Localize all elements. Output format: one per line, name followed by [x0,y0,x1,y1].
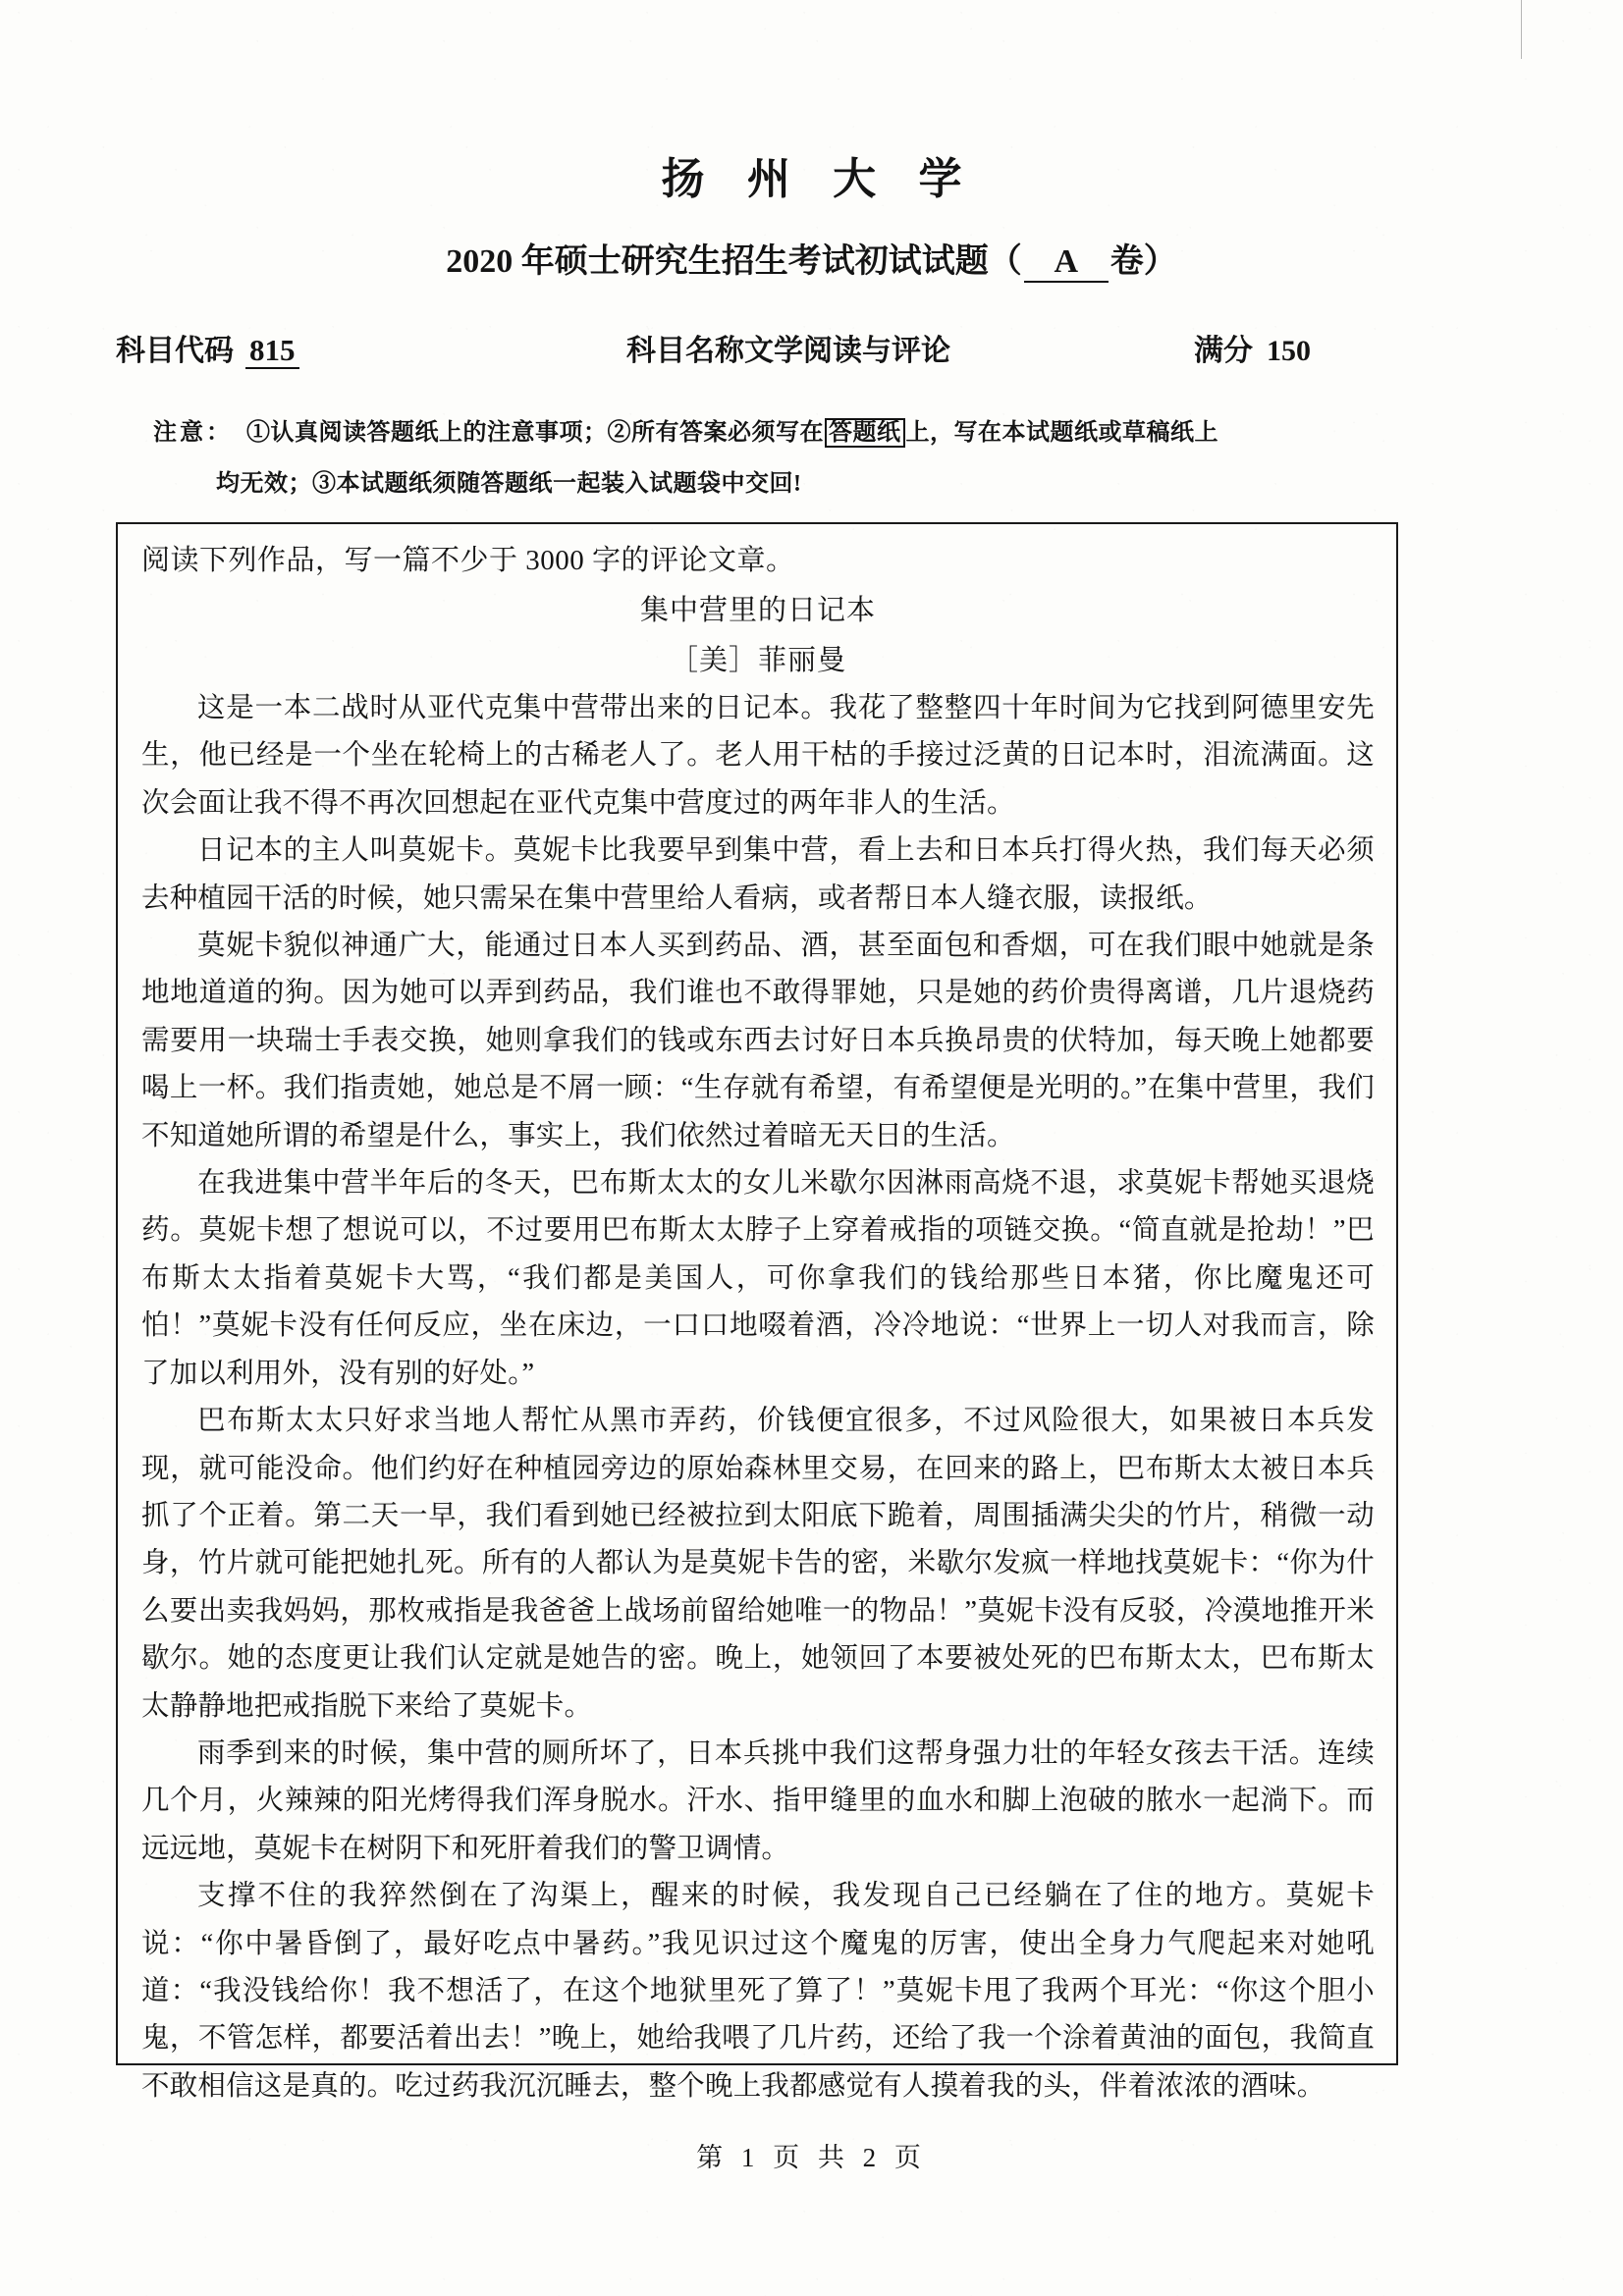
passage-box [116,522,1398,2102]
writing-prompt: 阅读下列作品，写一篇不少于 3000 字的评论文章。 [141,545,795,576]
passage-paragraph: 这是一本二战时从亚代克集中营带出来的日记本。我花了整整四十年时间为它找到阿德里安先生，他已经是一个坐在轮椅上的古稀老人了。老人用干枯的手接过泛黄的日记本时，泪流满面。这次会面让我不得不再次回想起在亚代克集中营度过的两年非人的生活。 [141,693,1375,819]
answer-sheet-boxed-term: 答题纸 [825,418,905,448]
subject-name-value: 文学阅读与评论 [744,335,950,367]
passage-paragraph: 支撑不住的我猝然倒在了沟渠上，醒来的时候，我发现自己已经躺在了住的地方。莫妮卡说：“你中暑昏倒了，最好吃点中暑药。”我见识过这个魔鬼的厉害，使出全身力气爬起来对她吼道：“我没钱给你！我不想活了，在这个地狱里死了算了！”莫妮卡甩了我两个耳光：“你这个胆小鬼，不管怎样，都要活着出去！”晚上，她给我喂了几片药，还给了我一个涂着黄油的面包，我简直不敢相信这是真的。吃过药我沉沉睡去，整个晚上我都感觉有人摸着我的头，伴着浓浓的酒味。 [141,1881,1375,2102]
subject-name-label: 科目名称 [626,335,744,367]
notice-item-2-before: ②所有答案必须写在 [607,420,824,446]
work-title: 集中营里的日记本 [639,595,876,626]
subject-code-group [116,326,299,369]
notice-line-2: 均无效；③本试题纸须随答题纸一起装入试题袋中交回! [216,471,802,497]
passage-paragraph: 在我进集中营半年后的冬天，巴布斯太太的女儿米歇尔因淋雨高烧不退，求莫妮卡帮她买退烧药。莫妮卡想了想说可以，不过要用巴布斯太太脖子上穿着戒指的项链交换。“简直就是抢劫！”巴布斯太太指着莫妮卡大骂，“我们都是美国人，可你拿我们的钱给那些日本猪，你比魔鬼还可怕！”莫妮卡没有任何反应，坐在床边，一口口地啜着酒，冷冷地说：“世界上一切人对我而言，除了加以利用外，没有别的好处。” [141,1168,1375,1389]
passage-paragraph: 日记本的主人叫莫妮卡。莫妮卡比我要早到集中营，看上去和日本兵打得火热，我们每天必须去种植园干活的时候，她只需呆在集中营里给人看病，或者帮日本人缝衣服，读报纸。 [141,835,1375,914]
notice-item-1: ①认真阅读答题纸上的注意事项； [246,420,608,446]
exam-title-suffix: 卷） [1109,243,1177,280]
page-footer: 第 1 页 共 2 页 [696,2143,927,2172]
subject-code-value: 815 [245,333,299,369]
notice-block [153,407,1488,509]
passage-paragraph: 莫妮卡貌似神通广大，能通过日本人买到药品、酒，甚至面包和香烟，可在我们眼中她就是条地地道道的狗。因为她可以弄到药品，我们谁也不敢得罪她，只是她的药价贵得离谱，几片退烧药需要用一块瑞士手表交换，她则拿我们的钱或东西去讨好日本兵换昂贵的伏特加，每天晚上她都要喝上一杯。我们指责她，她总是不屑一顾：“生存就有希望，有希望便是光明的。”在集中营里，我们不知道她所谓的希望是什么，事实上，我们依然过着暗无天日的生活。 [141,931,1375,1151]
full-marks-group [1194,326,1311,369]
passage-paragraph: 巴布斯太太只好求当地人帮忙从黑市弄药，价钱便宜很多，不过风险很大，如果被日本兵发现，就可能没命。他们约好在种植园旁边的原始森林里交易，在回来的路上，巴布斯太太被日本兵抓了个正着。第二天一早，我们看到她已经被拉到太阳底下跪着，周围插满尖尖的竹片，稍微一动身，竹片就可能把她扎死。所有的人都认为是莫妮卡告的密，米歇尔发疯一样地找莫妮卡：“你为什么要出卖我妈妈，那枚戒指是我爸爸上战场前留给她唯一的物品！”莫妮卡没有反驳，冷漠地推开米歇尔。她的态度更让我们认定就是她告的密。晚上，她领回了本要被处死的巴布斯太太，巴布斯太太静静地把戒指脱下来给了莫妮卡。 [141,1406,1375,1722]
notice-lead: 注意： [153,420,233,446]
notice-item-2-after: 上，写在本试题纸或草稿纸上 [905,420,1218,446]
exam-title [0,234,1623,283]
passage-paragraph: 雨季到来的时候，集中营的厕所坏了，日本兵挑中我们这帮身强力壮的年轻女孩去干活。连续几个月，火辣辣的阳光烤得我们浑身脱水。汗水、指甲缝里的血水和脚上泡破的脓水一起淌下。而远远地，莫妮卡在树阴下和死肝着我们的警卫调情。 [141,1737,1375,1864]
university-name: 扬 州 大 学 [661,154,976,204]
full-marks-label: 满分 [1194,335,1253,367]
exam-title-prefix: 2020 年硕士研究生招生考试初试试题（ [446,243,1022,280]
scan-artifact-line [1521,0,1522,59]
subject-name-group [626,326,950,369]
passage-body [141,685,1375,2110]
subject-code-label: 科目代码 [116,335,234,367]
full-marks-value: 150 [1267,335,1311,367]
work-author: ［美］菲丽曼 [669,645,846,676]
paper-version-blank: A [1024,243,1109,283]
